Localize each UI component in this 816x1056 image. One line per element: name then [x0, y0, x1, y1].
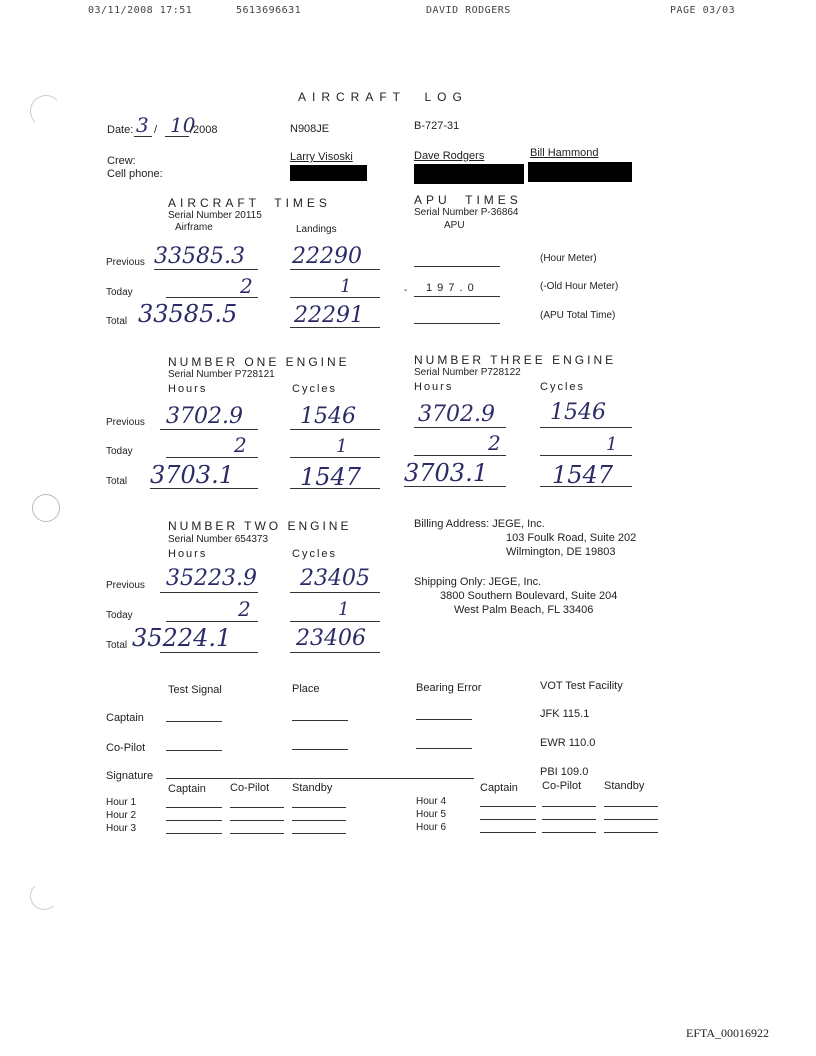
- engine-one-cycles-previous: 1546: [300, 404, 356, 429]
- vot-col-facility: VOT Test Facility: [540, 680, 623, 692]
- crew-member-3: Bill Hammond: [530, 147, 599, 159]
- engine-three-cycles-previous: 1546: [550, 400, 606, 425]
- engine-two-cycles-today: 1: [338, 599, 350, 620]
- engine-two-label-previous: Previous: [106, 580, 145, 591]
- vot-facility-ewr: EWR 110.0: [540, 737, 596, 749]
- hours-right-col-standby: Standby: [604, 780, 645, 792]
- engine-three-cycles-today: 1: [606, 434, 618, 455]
- engine-three-hours-today: 2: [488, 431, 501, 455]
- hour-3-label: Hour 3: [106, 823, 137, 834]
- col-apu: APU: [444, 220, 465, 231]
- engine-one-cycles-today: 1: [336, 436, 348, 457]
- crew-member-2: Dave Rodgers: [414, 150, 485, 162]
- apu-note-old-hour-meter: (-Old Hour Meter): [540, 281, 619, 292]
- aircraft-row-label-previous: Previous: [106, 257, 145, 268]
- engine-three-cycles-total: 1547: [552, 461, 614, 489]
- shipping-address-line1: 3800 Southern Boulevard, Suite 204: [440, 590, 618, 602]
- crew-label: Crew:: [107, 155, 136, 167]
- date-day: 10: [170, 113, 196, 137]
- engine-one-hours-total: 3703.1: [150, 461, 234, 489]
- hour-6-label: Hour 6: [416, 822, 447, 833]
- engine-one-serial: Serial Number P728121: [168, 369, 275, 380]
- vot-facility-pbi: PBI 109.0: [540, 766, 589, 778]
- footer-document-id: EFTA_00016922: [686, 1026, 770, 1040]
- engine-two-cycles-total: 23406: [296, 626, 366, 651]
- airframe-today: 2: [240, 274, 253, 298]
- engine-one-label-previous: Previous: [106, 417, 145, 428]
- shipping-address-line2: West Palm Beach, FL 33406: [454, 604, 594, 616]
- fax-sender: DAVID RODGERS: [426, 5, 511, 16]
- apu-dash: -: [404, 285, 408, 296]
- fax-page: PAGE 03/03: [670, 5, 736, 16]
- engine-two-serial: Serial Number 654373: [168, 534, 269, 545]
- billing-address-line2: Wilmington, DE 19803: [506, 546, 616, 558]
- hours-left-col-standby: Standby: [292, 782, 333, 794]
- engine-one-col-hours: Hours: [168, 383, 208, 395]
- engine-one-label-total: Total: [106, 476, 128, 487]
- engine-three-hours-total: 3703.1: [404, 459, 488, 487]
- hour-1-label: Hour 1: [106, 797, 137, 808]
- date-year: /2008: [190, 124, 218, 136]
- punch-hole-top: [30, 95, 62, 127]
- billing-address-line1: 103 Foulk Road, Suite 202: [506, 532, 637, 544]
- engine-three-serial: Serial Number P728122: [414, 367, 521, 378]
- landings-previous: 22290: [292, 244, 362, 269]
- vot-row-signature: Signature: [106, 770, 154, 782]
- aircraft-row-label-total: Total: [106, 316, 128, 327]
- engine-one-label-today: Today: [106, 446, 133, 457]
- engine-three-hours-previous: 3702.9: [418, 402, 495, 427]
- redaction-3: [528, 162, 632, 182]
- redaction-2: [414, 164, 524, 184]
- date-label: Date:: [107, 124, 134, 136]
- fax-phone: 5613696631: [236, 5, 302, 16]
- apu-note-total-time: (APU Total Time): [540, 310, 616, 321]
- crew-member-1: Larry Visoski: [290, 151, 353, 163]
- date-month: 3: [136, 113, 149, 137]
- vot-row-captain: Captain: [106, 712, 144, 724]
- engine-one-cycles-total: 1547: [300, 463, 362, 491]
- vot-facility-jfk: JFK 115.1: [540, 708, 590, 720]
- engine-two-hours-previous: 35223.9: [166, 566, 257, 591]
- apu-note-hour-meter: (Hour Meter): [540, 253, 597, 264]
- apu-serial: Serial Number P-36864: [414, 207, 519, 218]
- engine-two-label-total: Total: [106, 640, 128, 651]
- redaction-1: [290, 165, 367, 181]
- engine-one-hours-today: 2: [234, 433, 247, 457]
- vot-col-test-signal: Test Signal: [168, 684, 222, 696]
- engine-two-label-today: Today: [106, 610, 133, 621]
- aircraft-model: B-727-31: [414, 120, 460, 132]
- hours-left-col-copilot: Co-Pilot: [230, 782, 270, 794]
- airframe-previous: 33585.3: [154, 244, 245, 269]
- aircraft-times-heading: AIRCRAFT TIMES: [168, 196, 331, 210]
- fax-datetime: 03/11/2008 17:51: [88, 5, 193, 16]
- vot-row-copilot: Co-Pilot: [106, 742, 146, 754]
- engine-two-heading: NUMBER TWO ENGINE: [168, 519, 352, 533]
- engine-one-col-cycles: Cycles: [292, 383, 338, 395]
- engine-three-col-hours: Hours: [414, 381, 454, 393]
- aircraft-serial: Serial Number 20115: [168, 210, 262, 221]
- airframe-total: 33585.5: [138, 300, 238, 328]
- engine-two-cycles-previous: 23405: [300, 566, 370, 591]
- engine-one-hours-previous: 3702.9: [166, 404, 243, 429]
- landings-total: 22291: [294, 303, 364, 328]
- hour-4-label: Hour 4: [416, 796, 447, 807]
- landings-today: 1: [340, 276, 352, 297]
- apu-old-value: 1 9 7 . 0: [426, 282, 475, 294]
- tail-number: N908JE: [290, 123, 330, 135]
- hours-right-col-copilot: Co-Pilot: [542, 780, 582, 792]
- engine-three-heading: NUMBER THREE ENGINE: [414, 353, 617, 367]
- engine-three-col-cycles: Cycles: [540, 381, 586, 393]
- hours-left-col-captain: Captain: [168, 783, 206, 795]
- punch-hole-middle: [32, 494, 60, 522]
- hour-5-label: Hour 5: [416, 809, 447, 820]
- apu-times-heading: APU TIMES: [414, 193, 522, 207]
- cell-phone-label: Cell phone:: [107, 168, 163, 180]
- engine-one-heading: NUMBER ONE ENGINE: [168, 355, 350, 369]
- aircraft-row-label-today: Today: [106, 287, 133, 298]
- page-title: AIRCRAFT LOG: [298, 90, 468, 104]
- vot-col-place: Place: [292, 683, 320, 695]
- col-airframe: Airframe: [175, 222, 213, 233]
- vot-col-bearing-error: Bearing Error: [416, 682, 482, 694]
- shipping-address-label: Shipping Only: JEGE, Inc.: [414, 576, 542, 588]
- engine-two-hours-total: 35224.1: [132, 624, 232, 652]
- engine-two-col-hours: Hours: [168, 548, 208, 560]
- hour-2-label: Hour 2: [106, 810, 137, 821]
- punch-hole-bottom: [30, 882, 58, 910]
- billing-address-label: Billing Address: JEGE, Inc.: [414, 518, 545, 530]
- engine-two-hours-today: 2: [238, 597, 251, 621]
- engine-two-col-cycles: Cycles: [292, 548, 338, 560]
- col-landings: Landings: [296, 224, 337, 235]
- hours-right-col-captain: Captain: [480, 782, 518, 794]
